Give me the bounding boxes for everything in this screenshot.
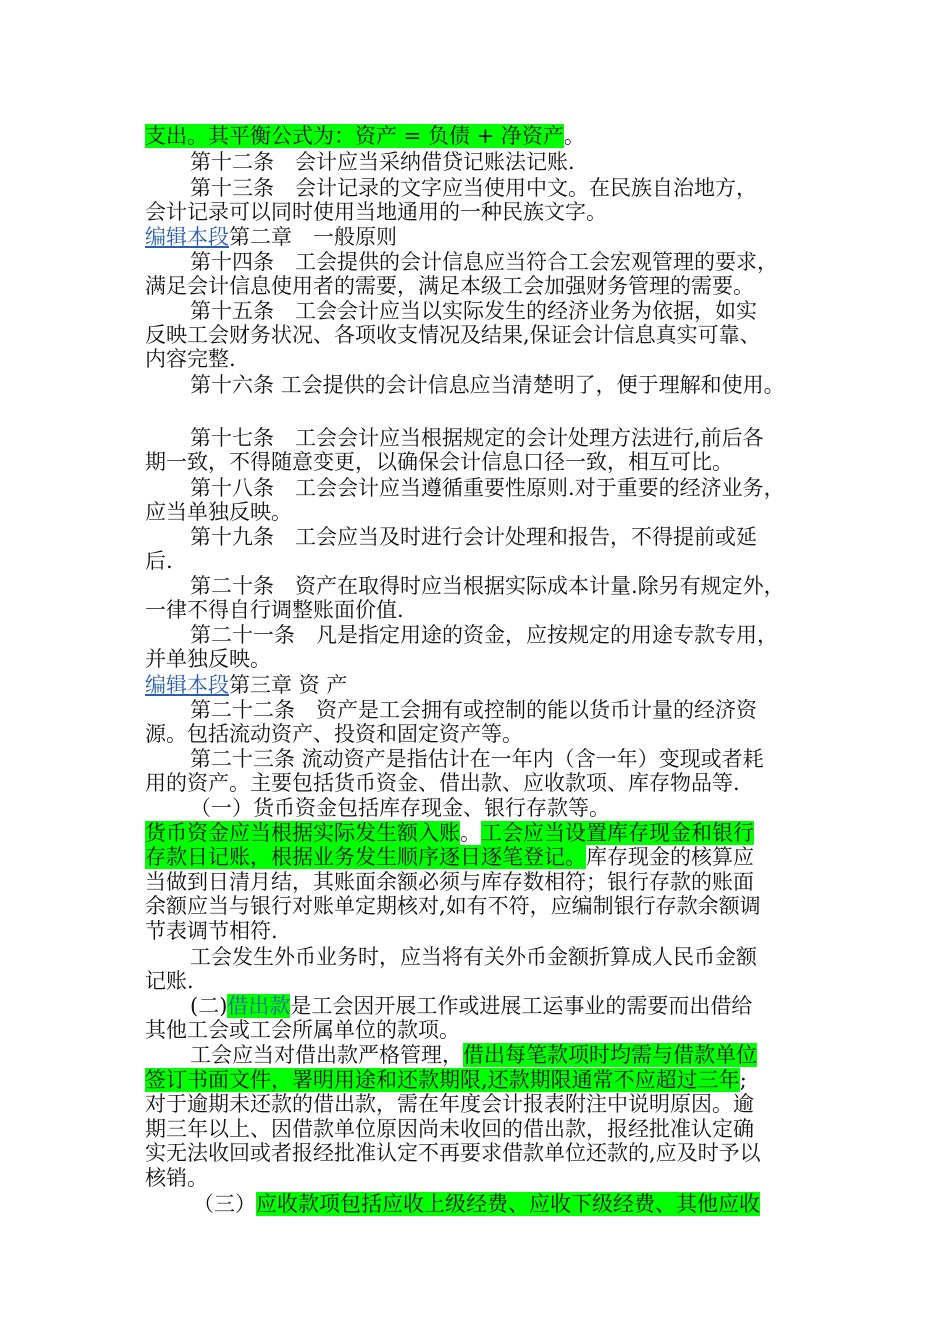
text-line — [145, 894, 761, 918]
text-segment: 节表调节相符. — [145, 919, 278, 943]
text-segment: 。 — [460, 821, 481, 845]
text-segment: 对于逾期未还款的借出款，需在年度会计报表附注中说明原因。逾 — [145, 1092, 754, 1116]
edit-section-link[interactable]: 编辑本段 — [145, 225, 229, 249]
text-segment: （三） — [193, 1192, 256, 1216]
text-line — [145, 845, 754, 869]
text-segment: 第十七条 工会会计应当根据规定的会计处理方法进行,前后各 — [190, 426, 764, 450]
text-segment: 核销。 — [145, 1166, 208, 1190]
text-segment: 应当单独反映。 — [145, 500, 292, 524]
highlighted-text: 存款日记账，根据业务发生顺序逐日逐笔登记。 — [145, 845, 586, 869]
text-segment: ; — [739, 1068, 747, 1092]
text-segment: （一）货币资金包括库存现金、银行存款等。 — [190, 796, 610, 820]
text-line — [190, 796, 610, 820]
edit-section-link[interactable]: 编辑本段 — [145, 673, 229, 697]
text-segment: 记账. — [145, 969, 194, 993]
text-segment: 内容完整. — [145, 347, 236, 371]
text-line — [190, 150, 575, 174]
text-segment: 第二十二条 资产是工会拥有或控制的能以货币计量的经济资 — [190, 698, 757, 722]
text-segment: 第十八条 工会会计应当遵循重要性原则.对于重要的经济业务， — [190, 476, 785, 500]
text-line — [145, 969, 194, 993]
text-segment: 是工会因开展工作或进展工运事业的需要而出借给 — [290, 994, 753, 1018]
text-line — [145, 1068, 747, 1092]
highlighted-text: 工会应当设置库存现金和银行 — [481, 821, 754, 845]
highlighted-text: 支出。其平衡公式为：资产 = 负债 + 净资产 — [145, 124, 564, 148]
text-segment: 期一致，不得随意变更，以确保会计信息口径一致，相互可比。 — [145, 450, 733, 474]
text-segment: 第十二条 会计应当采纳借贷记账法记账. — [190, 150, 575, 174]
text-line — [190, 250, 778, 274]
highlighted-link[interactable]: 借出款 — [227, 994, 291, 1018]
text-line — [190, 176, 757, 200]
text-segment: 满足会计信息使用者的需要，满足本级工会加强财务管理的需要。 — [145, 274, 754, 298]
text-segment: 反映工会财务状况、各项收支情况及结果,保证会计信息真实可靠、 — [145, 323, 761, 347]
text-line — [145, 347, 236, 371]
text-line — [145, 821, 754, 845]
text-line — [145, 722, 523, 746]
text-line — [145, 450, 733, 474]
text-line — [145, 200, 607, 224]
text-segment: 库存现金的核算应 — [586, 845, 754, 869]
text-line — [145, 1117, 754, 1141]
highlighted-text: 签订书面文件，署明用途和还款期限,还款期限通常不应超过三年 — [145, 1068, 740, 1092]
text-segment: 会计记录可以同时使用当地通用的一种民族文字。 — [145, 200, 607, 224]
text-line — [145, 500, 292, 524]
text-segment: 一律不得自行调整账面价值. — [145, 598, 404, 622]
text-segment: 。 — [563, 124, 585, 148]
text-segment: 第二章 一般原则 — [229, 225, 397, 249]
text-line — [190, 525, 757, 549]
text-segment: 其他工会或工会所属单位的款项。 — [145, 1018, 460, 1042]
highlighted-text: 货币资金应当根据实际发生额入账 — [145, 821, 460, 845]
text-segment: 实无法收回或者报经批准认定不再要求借款单位还款的,应及时予以 — [145, 1141, 761, 1165]
text-line — [190, 476, 785, 500]
text-segment: 第十四条 工会提供的会计信息应当符合工会宏观管理的要求， — [190, 250, 778, 274]
text-line — [190, 373, 785, 397]
text-line — [145, 274, 754, 298]
text-line — [145, 771, 740, 795]
text-segment: 并单独反映。 — [145, 647, 271, 671]
text-line — [145, 549, 173, 573]
text-line — [190, 574, 785, 598]
highlighted-text: 借出每笔款项时均需与借款单位 — [463, 1043, 757, 1067]
text-line — [190, 698, 757, 722]
text-line — [145, 124, 585, 148]
text-segment: 期三年以上、因借款单位原因尚未收回的借出款，报经批准认定确 — [145, 1117, 754, 1141]
text-line — [190, 747, 764, 771]
section-heading-chapter-2 — [145, 225, 397, 249]
text-line — [145, 870, 754, 894]
text-segment: 工会应当对借出款严格管理， — [190, 1043, 463, 1067]
text-line — [193, 1192, 760, 1216]
text-segment: 用的资产。主要包括货币资金、借出款、应收款项、库存物品等. — [145, 771, 740, 795]
text-line — [190, 1043, 757, 1067]
text-segment: 第二十一条 凡是指定用途的资金，应按规定的用途专款专用， — [190, 623, 778, 647]
text-line — [145, 1092, 754, 1116]
section-heading-chapter-3 — [145, 673, 347, 697]
text-line — [190, 299, 757, 323]
text-line — [145, 647, 271, 671]
text-segment: 第二十三条 流动资产是指估计在一年内（含一年）变现或者耗 — [190, 747, 764, 771]
text-line — [145, 598, 404, 622]
text-segment: 第二十条 资产在取得时应当根据实际成本计量.除另有规定外， — [190, 574, 785, 598]
text-line — [145, 1166, 208, 1190]
text-segment: 当做到日清月结，其账面余额必须与库存数相符；银行存款的账面 — [145, 870, 754, 894]
text-segment: 源。包括流动资产、投资和固定资产等。 — [145, 722, 523, 746]
text-line — [145, 919, 278, 943]
text-segment: 第三章 资 产 — [229, 673, 348, 697]
text-line — [190, 623, 778, 647]
text-line — [145, 323, 761, 347]
text-segment: 第十五条 工会会计应当以实际发生的经济业务为依据，如实 — [190, 299, 757, 323]
text-line — [190, 426, 764, 450]
text-segment: (二) — [190, 994, 228, 1018]
text-line — [145, 1018, 460, 1042]
text-line — [145, 1141, 761, 1165]
text-line — [190, 945, 757, 969]
text-segment: 第十三条 会计记录的文字应当使用中文。在民族自治地方， — [190, 176, 757, 200]
text-line — [190, 994, 752, 1018]
text-segment: 第十六条 工会提供的会计信息应当清楚明了，便于理解和使用。 — [190, 373, 785, 397]
highlighted-text: 应收款项包括应收上级经费、应收下级经费、其他应收 — [256, 1192, 760, 1216]
text-segment: 工会发生外币业务时，应当将有关外币金额折算成人民币金额 — [190, 945, 757, 969]
text-segment: 第十九条 工会应当及时进行会计处理和报告，不得提前或延 — [190, 525, 757, 549]
text-segment: 后. — [145, 549, 173, 573]
text-segment: 余额应当与银行对账单定期核对,如有不符，应编制银行存款余额调 — [145, 894, 761, 918]
